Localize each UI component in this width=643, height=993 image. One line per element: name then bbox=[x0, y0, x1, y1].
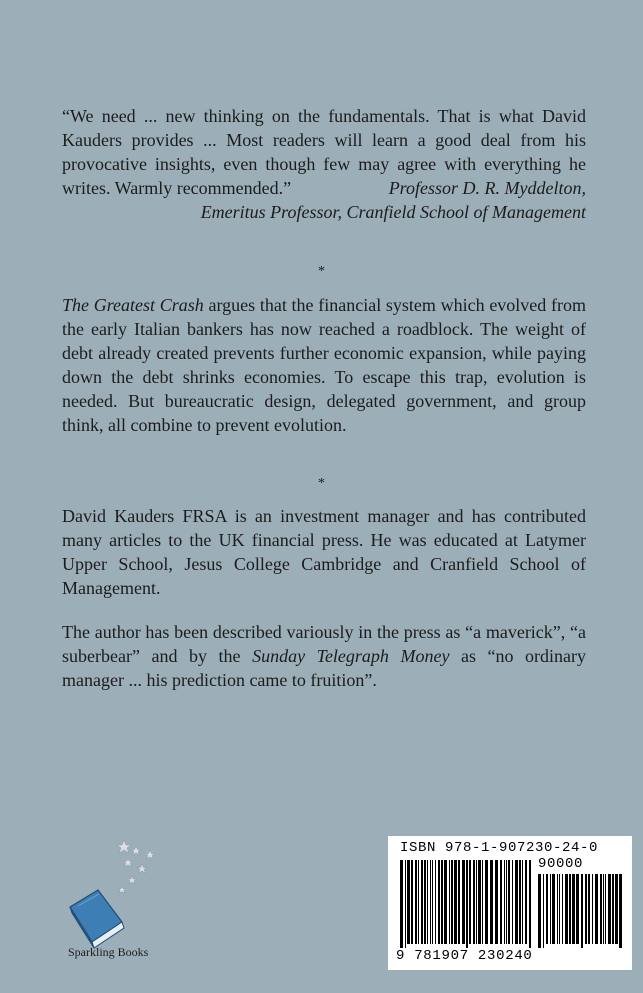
press-paragraph bbox=[62, 620, 586, 692]
isbn-barcode bbox=[388, 836, 632, 970]
barcode-bar bbox=[438, 860, 440, 944]
barcode-bar bbox=[500, 860, 502, 944]
barcode-bar bbox=[476, 860, 477, 944]
barcode-bar bbox=[581, 874, 583, 948]
barcode-bar bbox=[415, 860, 417, 944]
ean-digits: 9 781907 230240 bbox=[396, 948, 533, 964]
barcode-bar bbox=[600, 874, 602, 944]
press-text-before: The author has been described variously in the press as “a maverick”, “a suberbear” and by the bbox=[62, 622, 586, 666]
barcode-bar bbox=[525, 860, 527, 944]
barcode-bar bbox=[550, 874, 551, 944]
barcode-bar bbox=[504, 860, 505, 944]
barcode-bar bbox=[506, 860, 507, 944]
barcode-bar bbox=[441, 860, 443, 944]
barcode-bar bbox=[508, 860, 510, 944]
barcode-bar bbox=[405, 860, 406, 948]
barcode-bar bbox=[529, 860, 531, 948]
barcode-bar bbox=[469, 860, 471, 944]
addon-barcode-bars bbox=[538, 874, 624, 948]
barcode-bar bbox=[619, 874, 622, 948]
barcode-bar bbox=[407, 860, 410, 944]
barcode-bar bbox=[482, 860, 483, 944]
barcode-bar bbox=[418, 860, 419, 944]
barcode-bar bbox=[430, 860, 431, 944]
barcode-bar bbox=[478, 860, 481, 944]
barcode-bar bbox=[512, 860, 513, 944]
book-title: The Greatest Crash bbox=[62, 295, 204, 315]
barcode-bar bbox=[576, 874, 579, 944]
barcode-bar bbox=[458, 860, 460, 944]
barcode-bar bbox=[444, 860, 447, 944]
barcode-bar bbox=[411, 860, 413, 944]
barcode-bar bbox=[572, 874, 575, 944]
barcode-bar bbox=[462, 860, 465, 944]
barcode-bar bbox=[519, 860, 521, 944]
barcode-bar bbox=[449, 860, 450, 944]
barcode-bar bbox=[612, 874, 614, 944]
barcode-bar bbox=[615, 874, 618, 944]
barcode-bar bbox=[557, 874, 558, 944]
barcode-bar bbox=[585, 874, 587, 944]
price-code: 90000 bbox=[538, 856, 584, 872]
barcode-bar bbox=[562, 874, 563, 944]
barcode-bar bbox=[421, 860, 423, 944]
barcode-bar bbox=[595, 874, 598, 944]
barcode-bar bbox=[543, 874, 544, 948]
barcode-bar bbox=[605, 874, 606, 944]
barcode-bar bbox=[592, 874, 593, 944]
endorser-name: Professor D. R. Myddelton, bbox=[388, 178, 586, 198]
barcode-bar bbox=[569, 874, 571, 944]
section-separator: * bbox=[318, 476, 325, 491]
barcode-bar bbox=[454, 860, 457, 944]
isbn-label: ISBN 978-1-907230-24-0 bbox=[400, 840, 599, 856]
barcode-bars bbox=[400, 860, 532, 948]
barcode-bar bbox=[466, 860, 468, 948]
barcode-bar bbox=[522, 860, 523, 944]
barcode-bar bbox=[490, 860, 493, 944]
barcode-bar bbox=[427, 860, 428, 944]
barcode-bar bbox=[515, 860, 518, 944]
barcode-bar bbox=[546, 874, 548, 944]
publication-name: Sunday Telegraph Money bbox=[252, 646, 450, 666]
barcode-bar bbox=[538, 874, 541, 948]
barcode-bar bbox=[608, 874, 611, 944]
barcode-bar bbox=[559, 874, 560, 944]
barcode-bar bbox=[552, 874, 555, 944]
endorser-title: Emeritus Professor, Cranfield School of Management bbox=[200, 202, 586, 222]
barcode-bar bbox=[435, 860, 436, 944]
barcode-bar bbox=[565, 874, 568, 944]
author-bio: David Kauders FRSA is an investment manager and has contributed many articles to the UK financial press. He was educated at Latymer Upper School, Jesus College Cambridge and Cranfield School of Management. bbox=[62, 506, 586, 598]
endorsement-quote: “We need ... new thinking on the fundamentals. That is what David Kauders provides ... Most readers will learn a good deal from his provocative insights, even though few may agree with everything he writes. Warmly recommended.” bbox=[62, 106, 586, 198]
barcode-bar bbox=[588, 874, 590, 944]
publisher-name: Sparkling Books bbox=[68, 945, 149, 959]
barcode-bar bbox=[473, 860, 475, 944]
barcode-bar bbox=[400, 860, 403, 948]
barcode-bar bbox=[603, 874, 604, 944]
barcode-bar bbox=[485, 860, 488, 944]
synopsis-text: argues that the financial system which evolved from the early Italian bankers has now reached a roadblock. The weight of debt already created prevents further economic expansion, while paying down the debt shrinks economies. To escape this trap, evolution is needed. But bureaucratic design, delegated government, and group think, all combine to prevent evolution. bbox=[62, 295, 586, 435]
synopsis-paragraph bbox=[62, 293, 586, 437]
barcode-bar bbox=[424, 860, 426, 944]
barcode-bar bbox=[451, 860, 453, 944]
barcode-bar bbox=[495, 860, 498, 944]
section-separator: * bbox=[318, 264, 325, 279]
barcode-bar bbox=[432, 860, 433, 944]
press-text-after: as “no ordinary manager ... his prediction came to fruition”. bbox=[62, 646, 586, 690]
